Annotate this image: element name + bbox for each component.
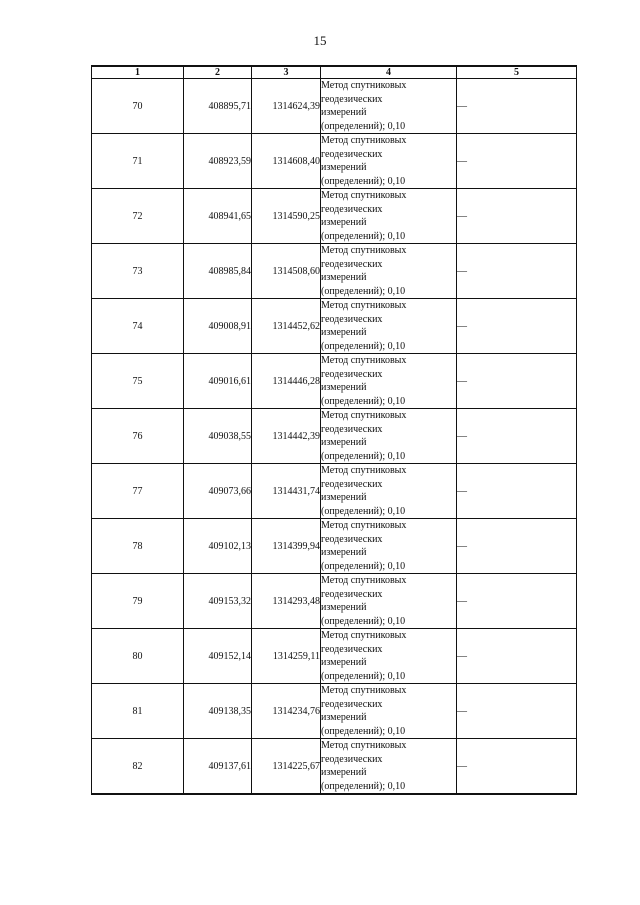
method-cell: Метод спутниковых геодезических измерений (определений); 0,10	[321, 684, 457, 739]
coordinates-table	[91, 65, 577, 795]
note-cell: —	[457, 409, 577, 464]
table-row	[92, 134, 577, 189]
coordinate-x: 409008,91	[184, 299, 252, 354]
point-number: 71	[92, 134, 184, 189]
table-row	[92, 409, 577, 464]
coordinate-y: 1314225,67	[252, 739, 321, 795]
table-row	[92, 79, 577, 134]
coordinate-y: 1314293,48	[252, 574, 321, 629]
note-cell: —	[457, 684, 577, 739]
point-number: 73	[92, 244, 184, 299]
coordinate-y: 1314259,11	[252, 629, 321, 684]
coordinate-x: 409153,32	[184, 574, 252, 629]
table-row	[92, 244, 577, 299]
method-cell: Метод спутниковых геодезических измерений (определений); 0,10	[321, 629, 457, 684]
table-row	[92, 574, 577, 629]
point-number: 81	[92, 684, 184, 739]
coordinate-x: 409152,14	[184, 629, 252, 684]
method-cell: Метод спутниковых геодезических измерений (определений); 0,10	[321, 739, 457, 795]
point-number: 72	[92, 189, 184, 244]
method-cell: Метод спутниковых геодезических измерений (определений); 0,10	[321, 244, 457, 299]
table-row	[92, 354, 577, 409]
table-row	[92, 684, 577, 739]
coordinate-y: 1314431,74	[252, 464, 321, 519]
header-row	[92, 66, 577, 79]
method-cell: Метод спутниковых геодезических измерений (определений); 0,10	[321, 354, 457, 409]
method-cell: Метод спутниковых геодезических измерений (определений); 0,10	[321, 409, 457, 464]
coordinate-x: 409102,13	[184, 519, 252, 574]
note-cell: —	[457, 299, 577, 354]
coordinate-y: 1314624,39	[252, 79, 321, 134]
point-number: 77	[92, 464, 184, 519]
note-cell: —	[457, 354, 577, 409]
coordinate-y: 1314442,39	[252, 409, 321, 464]
coordinate-y: 1314399,94	[252, 519, 321, 574]
note-cell: —	[457, 189, 577, 244]
method-cell: Метод спутниковых геодезических измерений (определений); 0,10	[321, 79, 457, 134]
note-cell: —	[457, 629, 577, 684]
note-cell: —	[457, 244, 577, 299]
point-number: 78	[92, 519, 184, 574]
method-cell: Метод спутниковых геодезических измерений (определений); 0,10	[321, 189, 457, 244]
note-cell: —	[457, 739, 577, 795]
column-header: 2	[184, 66, 252, 79]
coordinate-x: 409038,55	[184, 409, 252, 464]
page-number: 15	[313, 33, 327, 48]
coordinate-x: 409016,61	[184, 354, 252, 409]
method-cell: Метод спутниковых геодезических измерений (определений); 0,10	[321, 134, 457, 189]
column-header: 1	[92, 66, 184, 79]
note-cell: —	[457, 574, 577, 629]
column-header: 3	[252, 66, 321, 79]
note-cell: —	[457, 134, 577, 189]
column-header: 4	[321, 66, 457, 79]
note-cell: —	[457, 519, 577, 574]
point-number: 74	[92, 299, 184, 354]
coordinate-y: 1314452,62	[252, 299, 321, 354]
table-row	[92, 464, 577, 519]
coordinate-x: 408895,71	[184, 79, 252, 134]
coordinate-x: 409138,35	[184, 684, 252, 739]
point-number: 80	[92, 629, 184, 684]
coordinate-x: 408923,59	[184, 134, 252, 189]
table-row	[92, 299, 577, 354]
coordinate-y: 1314508,60	[252, 244, 321, 299]
method-cell: Метод спутниковых геодезических измерений (определений); 0,10	[321, 299, 457, 354]
point-number: 82	[92, 739, 184, 795]
method-cell: Метод спутниковых геодезических измерений (определений); 0,10	[321, 519, 457, 574]
note-cell: —	[457, 464, 577, 519]
method-cell: Метод спутниковых геодезических измерений (определений); 0,10	[321, 574, 457, 629]
point-number: 75	[92, 354, 184, 409]
coordinate-y: 1314234,76	[252, 684, 321, 739]
point-number: 79	[92, 574, 184, 629]
note-cell: —	[457, 79, 577, 134]
coordinate-y: 1314446,28	[252, 354, 321, 409]
coordinate-x: 408985,84	[184, 244, 252, 299]
coordinate-x: 409073,66	[184, 464, 252, 519]
table-row	[92, 629, 577, 684]
method-cell: Метод спутниковых геодезических измерений (определений); 0,10	[321, 464, 457, 519]
coordinate-x: 408941,65	[184, 189, 252, 244]
coordinate-y: 1314608,40	[252, 134, 321, 189]
table-row	[92, 519, 577, 574]
coordinate-y: 1314590,25	[252, 189, 321, 244]
table-row	[92, 739, 577, 795]
point-number: 70	[92, 79, 184, 134]
column-header: 5	[457, 66, 577, 79]
point-number: 76	[92, 409, 184, 464]
table-row	[92, 189, 577, 244]
coordinate-x: 409137,61	[184, 739, 252, 795]
